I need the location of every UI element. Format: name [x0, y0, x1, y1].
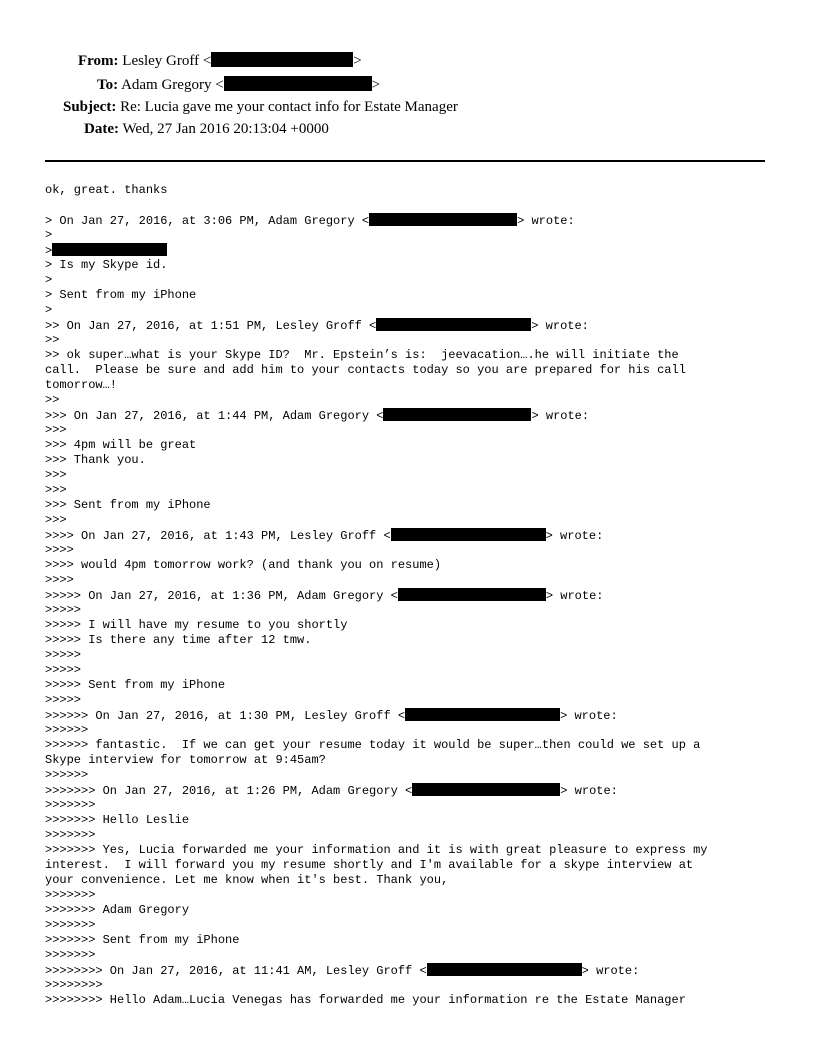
body-line-text: >>>>>	[45, 648, 82, 662]
body-line-text: call. Please be sure and add him to your contacts today so you are prepared for his call	[45, 363, 686, 377]
subject-row	[63, 98, 458, 116]
body-line	[45, 603, 775, 618]
body-line	[45, 393, 775, 408]
body-line	[45, 618, 775, 633]
body-line	[45, 543, 775, 558]
body-line-text: >>>	[45, 513, 67, 527]
body-line	[45, 933, 775, 948]
body-line	[45, 468, 775, 483]
body-line	[45, 483, 775, 498]
redacted-email-block	[412, 783, 560, 796]
body-line-text: >>>> would 4pm tomorrow work? (and thank you on resume)	[45, 558, 442, 572]
date-value: Wed, 27 Jan 2016 20:13:04 +0000	[122, 121, 329, 137]
body-line	[45, 318, 775, 333]
body-line-text: >	[45, 244, 53, 258]
body-line	[45, 258, 775, 273]
body-line-text: tomorrow…!	[45, 378, 118, 392]
body-line-text: your convenience. Let me know when it's best. Thank you,	[45, 873, 449, 887]
body-line	[45, 348, 775, 363]
body-line	[45, 798, 775, 813]
body-line	[45, 288, 775, 303]
body-line	[45, 693, 775, 708]
body-line	[45, 858, 775, 873]
email-body	[45, 183, 775, 1008]
body-line-text: >>>	[45, 483, 67, 497]
body-line	[45, 918, 775, 933]
redacted-email-block	[398, 588, 546, 601]
date-label: Date:	[84, 121, 119, 137]
body-line	[45, 963, 775, 978]
body-line	[45, 243, 775, 258]
body-line	[45, 558, 775, 573]
body-line-text: ok, great. thanks	[45, 183, 168, 197]
redacted-email-block	[383, 408, 531, 421]
body-line-text: >>> Sent from my iPhone	[45, 498, 211, 512]
body-line	[45, 498, 775, 513]
body-line	[45, 753, 775, 768]
body-line-text: >>>>> I will have my resume to you shortly	[45, 618, 348, 632]
body-line-text: >>>>>> fantastic. If we can get your resume today it would be super…then could we set up a	[45, 738, 701, 752]
body-line-text: >>>>>>	[45, 723, 89, 737]
body-line-text: >>	[45, 393, 60, 407]
body-line	[45, 198, 775, 213]
body-line	[45, 843, 775, 858]
from-row	[78, 52, 362, 70]
body-line-suffix: > wrote:	[560, 784, 618, 798]
body-line	[45, 273, 775, 288]
body-line	[45, 738, 775, 753]
body-line	[45, 768, 775, 783]
body-line-text: >>>>>	[45, 663, 82, 677]
body-line	[45, 993, 775, 1008]
from-label: From:	[78, 53, 119, 69]
body-line	[45, 708, 775, 723]
body-line	[45, 903, 775, 918]
body-line-text: >>>>>>>	[45, 798, 96, 812]
body-line	[45, 408, 775, 423]
body-line-text: >>>>	[45, 573, 74, 587]
body-line-text: >>>>>>> Yes, Lucia forwarded me your information and it is with great pleasure to express my	[45, 843, 708, 857]
body-line-text: > Is my Skype id.	[45, 258, 168, 272]
body-line	[45, 723, 775, 738]
body-line-text: >>>>>>>> Hello Adam…Lucia Venegas has forwarded me your information re the Estate Manager	[45, 993, 686, 1007]
body-line-text: >>> 4pm will be great	[45, 438, 197, 452]
body-line-text: >>>>>>>>	[45, 978, 103, 992]
body-line-suffix: > wrote:	[531, 409, 590, 423]
body-line-text: >>>>> Sent from my iPhone	[45, 678, 226, 692]
body-line-text: interest. I will forward you my resume shortly and I'm available for a skype interview at	[45, 858, 694, 872]
body-line-text: >>>>>>>	[45, 828, 96, 842]
body-line-text: >>>>> Is there any time after 12 tmw.	[45, 633, 312, 647]
body-line	[45, 423, 775, 438]
body-line	[45, 453, 775, 468]
body-line-text: >> ok super…what is your Skype ID? Mr. Epstein’s is: jeevacation….he will initiate the	[45, 348, 679, 362]
body-line	[45, 303, 775, 318]
body-line-suffix: > wrote:	[581, 964, 640, 978]
body-line-text: >>>>>>>	[45, 888, 96, 902]
body-line	[45, 633, 775, 648]
redacted-email-block	[391, 528, 546, 541]
body-line-text: >>>	[45, 468, 67, 482]
body-line-text: >>> Thank you.	[45, 453, 146, 467]
body-line-suffix: > wrote:	[545, 529, 604, 543]
body-line-text: >>>>>>> Sent from my iPhone	[45, 933, 240, 947]
header-divider	[45, 160, 765, 162]
body-line	[45, 573, 775, 588]
body-line-text: >>>>>>	[45, 768, 89, 782]
body-line	[45, 333, 775, 348]
body-line	[45, 828, 775, 843]
body-line-text: >>>>>>>> On Jan 27, 2016, at 11:41 AM, Lesley Groff <	[45, 964, 427, 978]
body-line-text: >>>> On Jan 27, 2016, at 1:43 PM, Lesley Groff <	[45, 529, 391, 543]
body-line	[45, 873, 775, 888]
from-close-bracket: >	[353, 53, 362, 69]
body-line-text: >>>>>>> Adam Gregory	[45, 903, 190, 917]
body-line	[45, 228, 775, 243]
body-line-text: > On Jan 27, 2016, at 3:06 PM, Adam Gregory <	[45, 214, 370, 228]
body-line-text: >>> On Jan 27, 2016, at 1:44 PM, Adam Gregory <	[45, 409, 384, 423]
redacted-email-block	[224, 76, 372, 91]
body-line-suffix: > wrote:	[531, 319, 589, 333]
date-row	[84, 120, 329, 138]
body-line	[45, 813, 775, 828]
body-line	[45, 363, 775, 378]
body-line	[45, 678, 775, 693]
body-line-text: >>>>>	[45, 603, 82, 617]
body-line-text: >>>>>>> On Jan 27, 2016, at 1:26 PM, Adam Gregory <	[45, 784, 413, 798]
redacted-email-block	[369, 213, 517, 226]
body-line-text: >	[45, 273, 53, 287]
body-line-text: >> On Jan 27, 2016, at 1:51 PM, Lesley Groff <	[45, 319, 377, 333]
body-line	[45, 528, 775, 543]
body-line	[45, 663, 775, 678]
body-line-text: >>>>>	[45, 693, 82, 707]
body-line-text: >	[45, 303, 53, 317]
to-close-bracket: >	[371, 77, 381, 93]
to-label: To:	[97, 77, 119, 93]
body-line-suffix: > wrote:	[517, 214, 575, 228]
redacted-email-block	[211, 52, 353, 67]
body-line-text: >>	[45, 333, 60, 347]
body-line-text: >	[45, 228, 53, 242]
body-line-text: >>>>>> On Jan 27, 2016, at 1:30 PM, Lesley Groff <	[45, 709, 406, 723]
body-line-text: > Sent from my iPhone	[45, 288, 197, 302]
body-line-text: >>>>	[45, 543, 74, 557]
body-line	[45, 513, 775, 528]
body-line	[45, 378, 775, 393]
body-line	[45, 588, 775, 603]
redacted-email-block	[405, 708, 560, 721]
body-line	[45, 183, 775, 198]
subject-label: Subject:	[63, 99, 117, 115]
body-line-text: >>>>>>>	[45, 918, 96, 932]
body-line-text: >>>>> On Jan 27, 2016, at 1:36 PM, Adam Gregory <	[45, 589, 398, 603]
to-value: Adam Gregory <	[121, 77, 224, 93]
body-line	[45, 783, 775, 798]
body-line-text: Skype interview for tomorrow at 9:45am?	[45, 753, 326, 767]
body-line	[45, 648, 775, 663]
from-value: Lesley Groff <	[122, 53, 212, 69]
body-line	[45, 948, 775, 963]
body-line-text: >>>	[45, 423, 67, 437]
body-line	[45, 438, 775, 453]
body-line	[45, 978, 775, 993]
body-line	[45, 888, 775, 903]
redacted-email-block	[376, 318, 531, 331]
body-line-suffix: > wrote:	[545, 589, 604, 603]
body-line-text: >>>>>>>	[45, 948, 96, 962]
body-line	[45, 213, 775, 228]
redacted-email-block	[427, 963, 582, 976]
body-line-suffix: > wrote:	[560, 709, 618, 723]
redacted-email-block	[52, 243, 167, 256]
body-line-text: >>>>>>> Hello Leslie	[45, 813, 190, 827]
to-row	[97, 76, 380, 94]
subject-value: Re: Lucia gave me your contact info for Estate Manager	[120, 99, 458, 115]
